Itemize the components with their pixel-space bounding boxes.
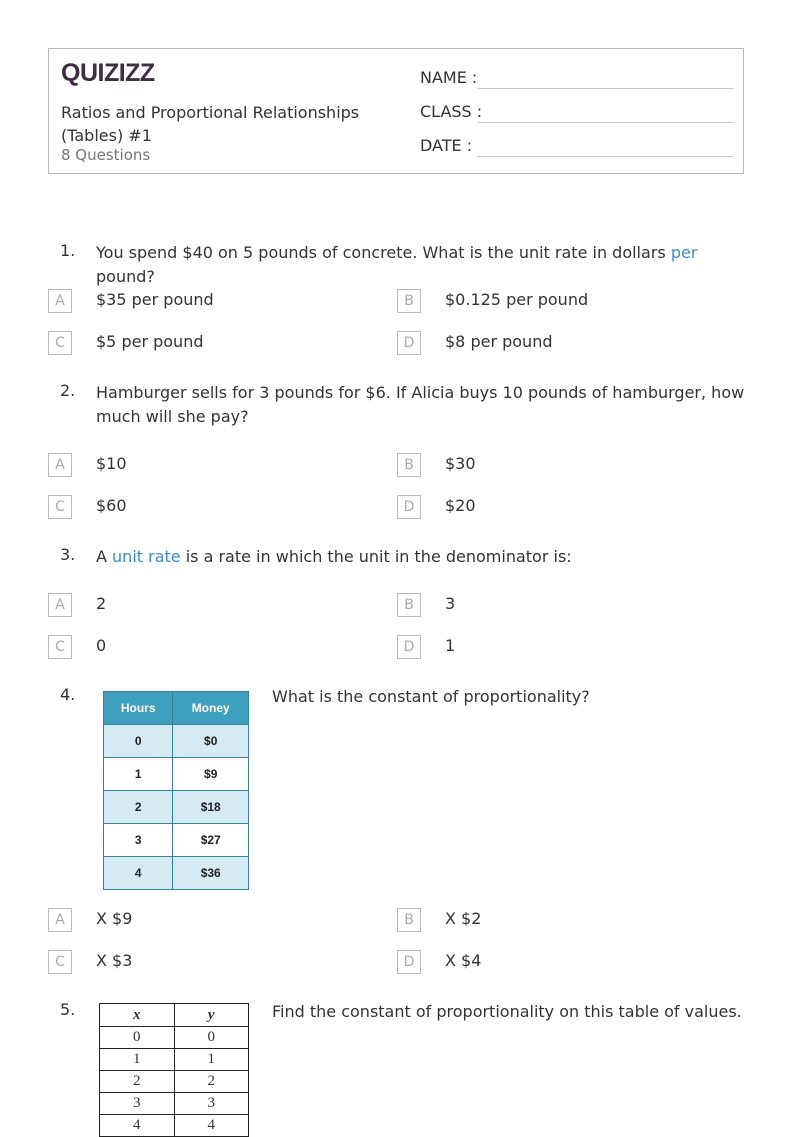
option-letter: A (48, 289, 72, 313)
option-letter: D (397, 635, 421, 659)
table-cell: 3 (174, 1093, 249, 1115)
table-header-row (100, 1004, 249, 1027)
option-text: X $2 (445, 909, 482, 928)
table-header: Hours (104, 692, 173, 725)
table-header: y (174, 1004, 249, 1027)
worksheet-header (48, 48, 744, 174)
highlighted-term: per (670, 243, 698, 262)
question-text-part: pound? (96, 267, 155, 286)
option-letter: C (48, 495, 72, 519)
option-letter: D (397, 950, 421, 974)
option-letter: A (48, 908, 72, 932)
option-text: 1 (445, 636, 456, 655)
highlighted-term: unit rate (112, 547, 181, 566)
question-number: 4. (60, 685, 76, 704)
table-cell: 1 (104, 758, 173, 791)
table-row (100, 1027, 249, 1049)
table-row (104, 857, 249, 890)
option-letter: B (397, 593, 421, 617)
table-cell: 2 (100, 1071, 175, 1093)
table-cell: 3 (104, 824, 173, 857)
table-row (100, 1049, 249, 1071)
option-letter: B (397, 908, 421, 932)
option-letter: C (48, 331, 72, 355)
table-header: x (100, 1004, 175, 1027)
table-row (100, 1071, 249, 1093)
table-row (100, 1115, 249, 1137)
class-label: CLASS : (420, 102, 483, 121)
name-line[interactable] (478, 88, 733, 89)
question-number: 2. (60, 381, 76, 400)
option-text: $20 (445, 496, 476, 515)
table-cell: 0 (100, 1027, 175, 1049)
question-text-part: A (96, 547, 113, 566)
option-text: 3 (445, 594, 456, 613)
option-text: 0 (96, 636, 107, 655)
date-label: DATE : (420, 136, 473, 155)
option-text: $30 (445, 454, 476, 473)
option-letter: D (397, 495, 421, 519)
option-text: X $9 (96, 909, 133, 928)
option-text: $60 (96, 496, 127, 515)
table-cell: 2 (174, 1071, 249, 1093)
table-cell: 1 (174, 1049, 249, 1071)
option-letter: A (48, 453, 72, 477)
name-field[interactable] (420, 68, 477, 87)
table-cell: 3 (100, 1093, 175, 1115)
table-row (104, 758, 249, 791)
option-text: 2 (96, 594, 107, 613)
quizizz-logo: QUIZIZZ (61, 59, 155, 87)
question-number: 1. (60, 241, 76, 260)
hours-money-table (103, 691, 249, 890)
table-row (104, 824, 249, 857)
table-header: Money (173, 692, 249, 725)
option-text: $0.125 per pound (445, 290, 589, 309)
option-letter: D (397, 331, 421, 355)
table-cell: 0 (174, 1027, 249, 1049)
table-cell: $18 (173, 791, 249, 824)
class-line[interactable] (478, 122, 733, 123)
option-text: X $3 (96, 951, 133, 970)
option-text: $8 per pound (445, 332, 553, 351)
table-cell: 2 (104, 791, 173, 824)
table-cell: $36 (173, 857, 249, 890)
question-count: 8 Questions (61, 146, 151, 164)
option-text: $5 per pound (96, 332, 204, 351)
table-header-row (104, 692, 249, 725)
table-row (104, 725, 249, 758)
table-cell: $0 (173, 725, 249, 758)
option-text: $35 per pound (96, 290, 214, 309)
table-cell: 4 (100, 1115, 175, 1137)
question-text (96, 545, 746, 569)
option-letter: B (397, 453, 421, 477)
name-label: NAME : (420, 68, 478, 87)
option-letter: A (48, 593, 72, 617)
class-field[interactable] (420, 102, 482, 121)
option-letter: B (397, 289, 421, 313)
option-text: X $4 (445, 951, 482, 970)
table-cell: 0 (104, 725, 173, 758)
date-line[interactable] (478, 156, 733, 157)
table-row (100, 1093, 249, 1115)
table-cell: 4 (104, 857, 173, 890)
question-number: 3. (60, 545, 76, 564)
question-text: Find the constant of proportionality on this table of values. (272, 1002, 742, 1021)
question-text: What is the constant of proportionality? (272, 687, 590, 706)
option-letter: C (48, 950, 72, 974)
question-text-part: is a rate in which the unit in the denominator is: (180, 547, 572, 566)
option-letter: C (48, 635, 72, 659)
worksheet-title: Ratios and Proportional Relationships (Tables) #1 (61, 103, 360, 145)
table-cell: $9 (173, 758, 249, 791)
table-cell: $27 (173, 824, 249, 857)
xy-values-table (99, 1003, 249, 1137)
question-text-part: You spend $40 on 5 pounds of concrete. What is the unit rate in dollars (96, 243, 671, 262)
question-text (96, 241, 746, 289)
date-field[interactable] (420, 136, 472, 155)
table-cell: 4 (174, 1115, 249, 1137)
question-number: 5. (60, 1000, 76, 1019)
table-cell: 1 (100, 1049, 175, 1071)
option-text: $10 (96, 454, 127, 473)
table-row (104, 791, 249, 824)
question-text: Hamburger sells for 3 pounds for $6. If Alicia buys 10 pounds of hamburger, how much will she pay? (96, 383, 745, 426)
